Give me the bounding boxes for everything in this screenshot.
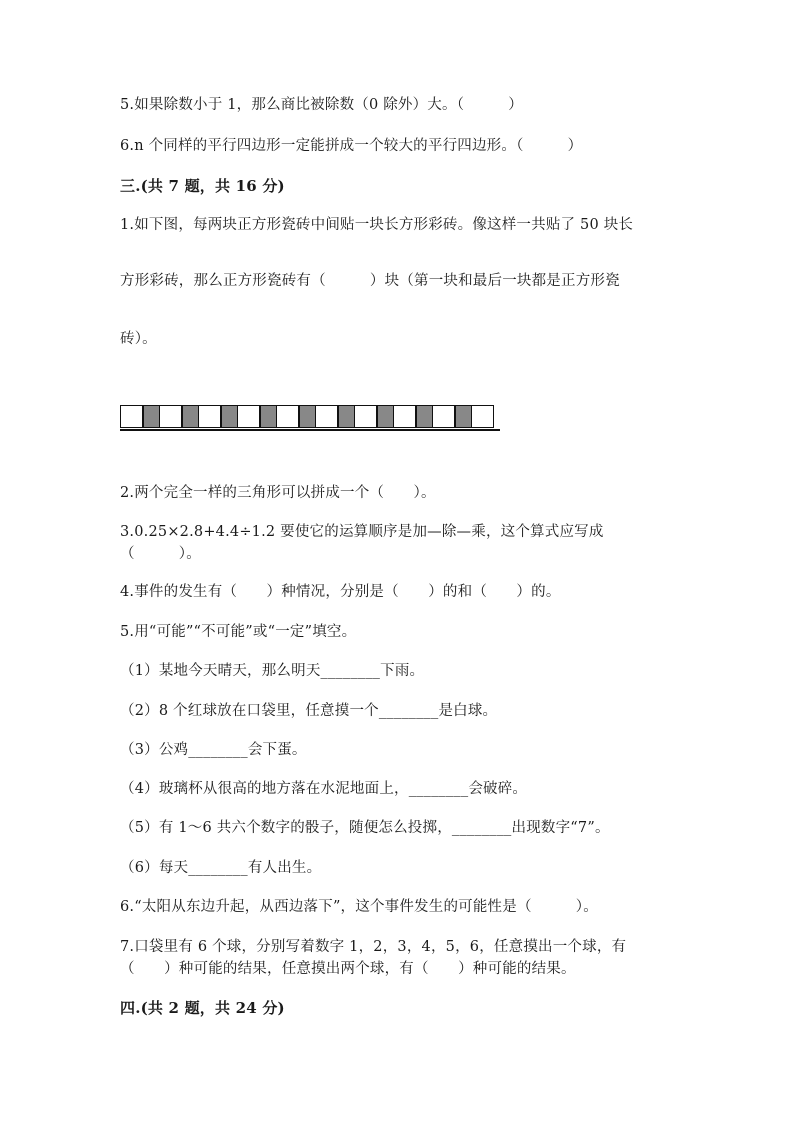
question-3-6: 6.“太阳从东边升起，从西边落下”，这个事件发生的可能性是（ ）。	[120, 899, 598, 915]
question-3-5-item-1: （1）某地今天晴天，那么明天________下雨。	[120, 663, 425, 679]
square-tile	[354, 405, 377, 428]
square-tile	[471, 405, 494, 428]
question-3-1-line-1: 1.如下图，每两块正方形瓷砖中间贴一块长方形彩砖。像这样一共贴了 50 块长	[120, 217, 634, 233]
question-2-5: 5.如果除数小于 1，那么商比被除数（0 除外）大。（ ）	[120, 97, 523, 113]
section-3-heading: 三.(共 7 题，共 16 分)	[120, 177, 285, 195]
square-tile	[432, 405, 455, 428]
question-3-1-line-2: 方形彩砖，那么正方形瓷砖有（ ）块（第一块和最后一块都是正方形瓷	[120, 273, 620, 289]
rectangular-tile	[455, 405, 472, 428]
tile-strip-baseline	[120, 429, 500, 431]
rectangular-tile	[416, 405, 433, 428]
rectangular-tile	[299, 405, 316, 428]
rectangular-tile	[221, 405, 238, 428]
square-tile	[198, 405, 221, 428]
section-4-heading: 四.(共 2 题，共 24 分)	[120, 999, 285, 1017]
question-3-3-line-1: 3.0.25×2.8+4.4÷1.2 要使它的运算顺序是加—除—乘，这个算式应写成	[120, 524, 604, 540]
question-3-7-line-1: 7.口袋里有 6 个球，分别写着数字 1，2，3，4，5，6，任意摸出一个球，有	[120, 939, 627, 955]
square-tile	[120, 405, 143, 428]
question-2-6: 6.n 个同样的平行四边形一定能拼成一个较大的平行四边形。（ ）	[120, 138, 583, 154]
rectangular-tile	[260, 405, 277, 428]
rectangular-tile	[377, 405, 394, 428]
question-3-2: 2.两个完全一样的三角形可以拼成一个（ ）。	[120, 485, 436, 501]
square-tile	[237, 405, 260, 428]
tile-strip-figure	[120, 405, 500, 431]
rectangular-tile	[182, 405, 199, 428]
question-3-1-line-3: 砖）。	[120, 331, 157, 347]
square-tile	[276, 405, 299, 428]
rectangular-tile	[143, 405, 160, 428]
question-3-5-item-5: （5）有 1～6 共六个数字的骰子，随便怎么投掷，________出现数字“7”。	[120, 820, 610, 836]
question-3-5-item-2: （2）8 个红球放在口袋里，任意摸一个________是白球。	[120, 703, 498, 719]
rectangular-tile	[338, 405, 355, 428]
square-tile	[315, 405, 338, 428]
question-3-5: 5.用“可能”“不可能”或“一定”填空。	[120, 624, 357, 640]
question-3-4: 4.事件的发生有（ ）种情况，分别是（ ）的和（ ）的。	[120, 584, 561, 600]
question-3-5-item-4: （4）玻璃杯从很高的地方落在水泥地面上，________会破碎。	[120, 781, 528, 797]
square-tile	[393, 405, 416, 428]
question-3-5-item-6: （6）每天________有人出生。	[120, 860, 322, 876]
square-tile	[159, 405, 182, 428]
question-3-7-line-2: （ ）种可能的结果，任意摸出两个球，有（ ）种可能的结果。	[120, 961, 576, 977]
question-3-5-item-3: （3）公鸡________会下蛋。	[120, 742, 307, 758]
question-3-3-line-2: （ ）。	[120, 546, 201, 562]
